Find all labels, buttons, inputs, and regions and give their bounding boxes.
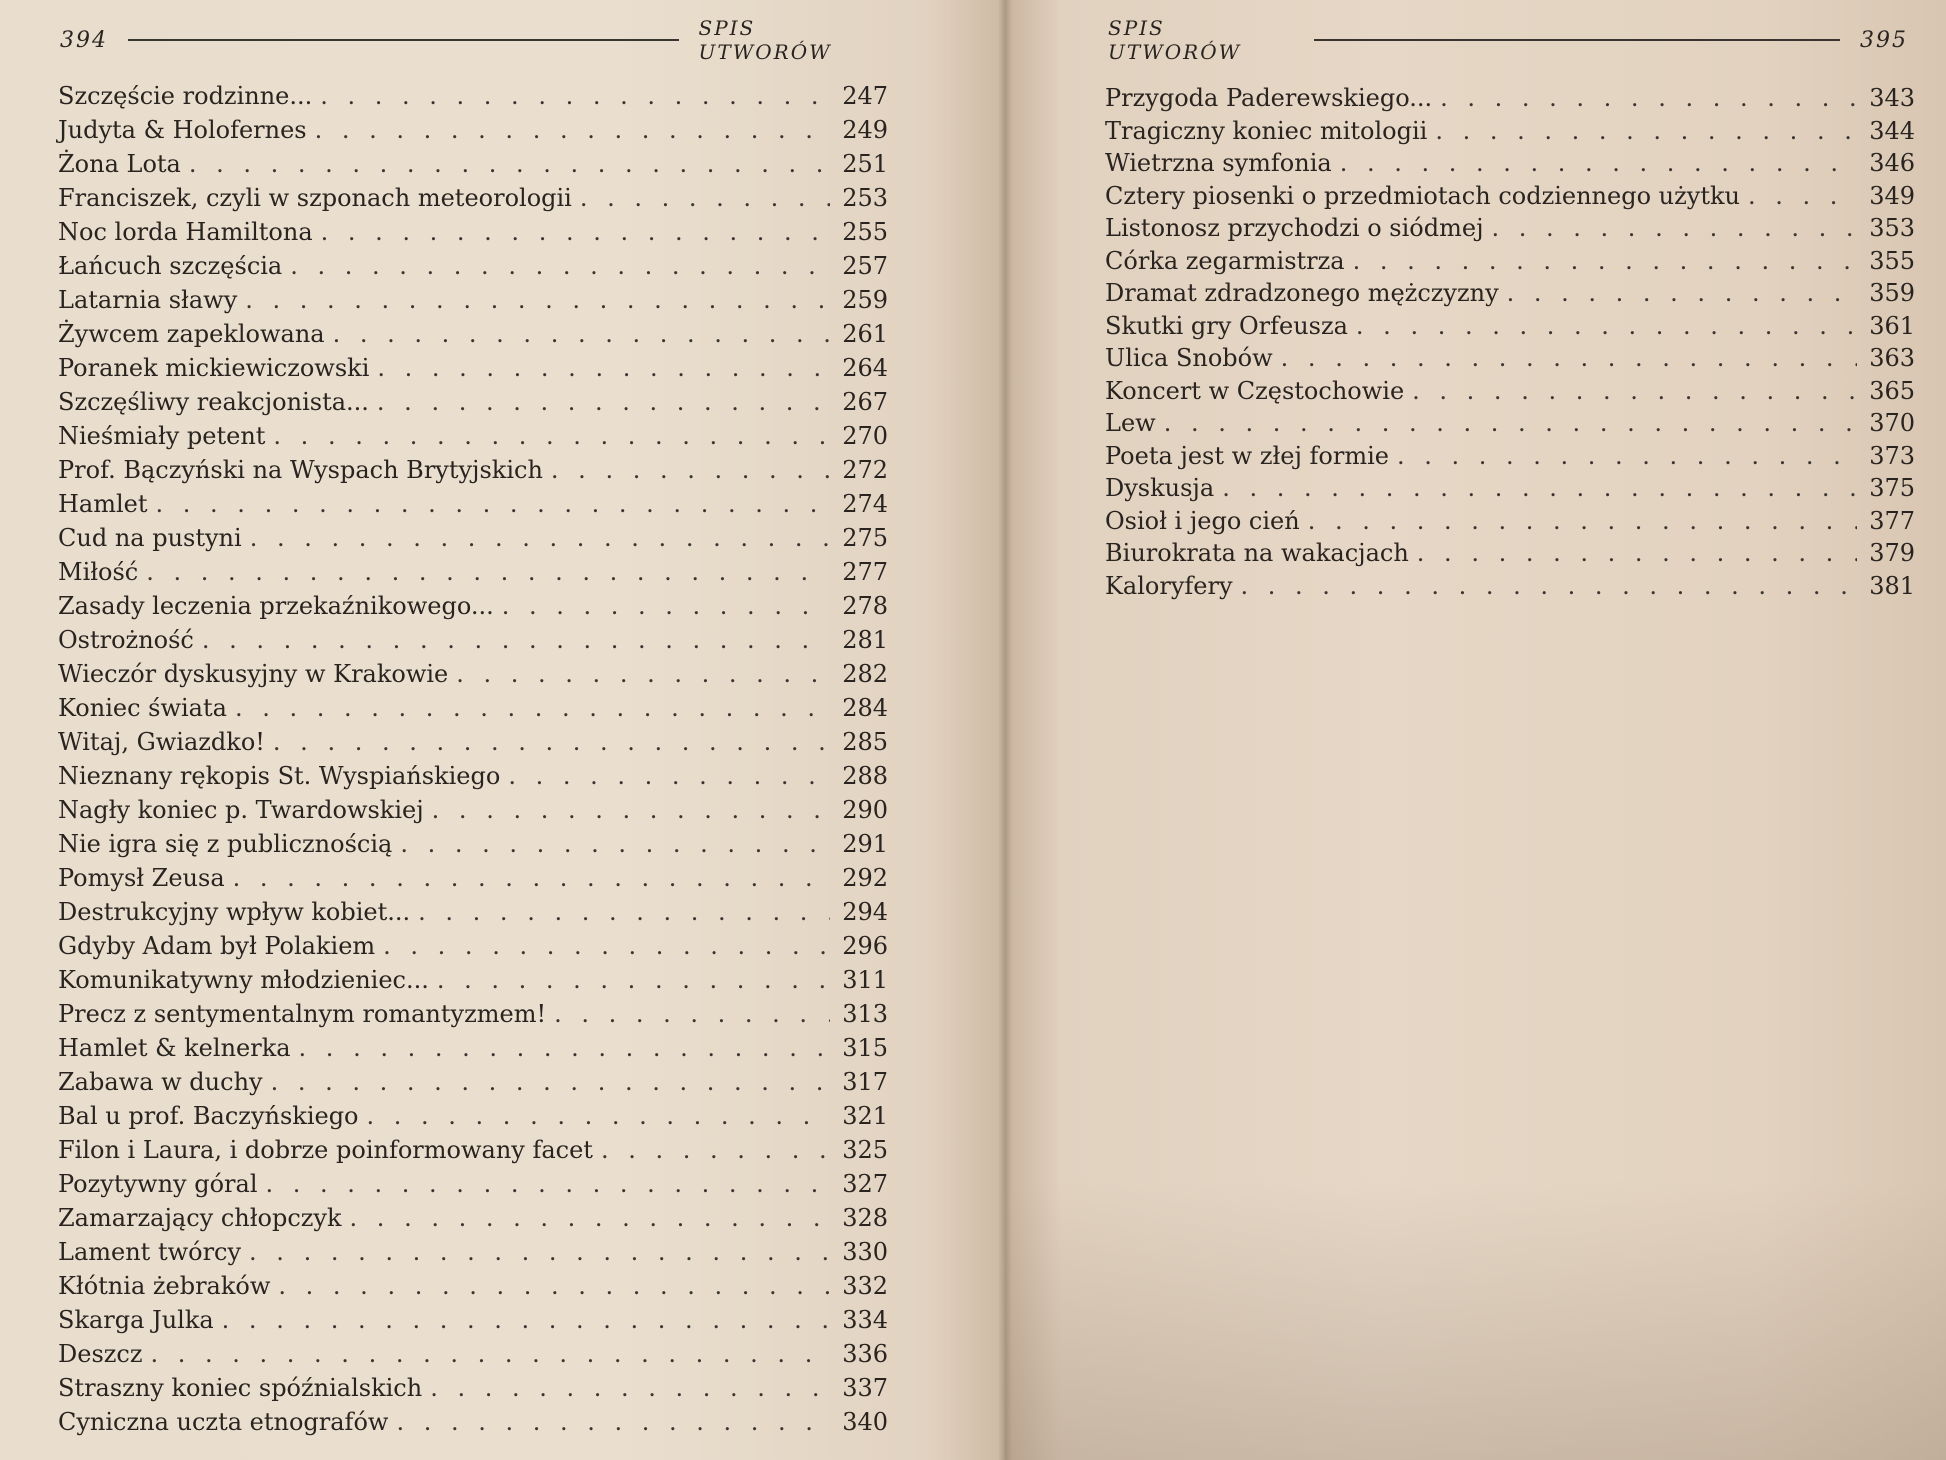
dot-leader [1281, 344, 1857, 372]
toc-entry-title: Nie igra się z publicznością [58, 830, 393, 858]
toc-entry-title: Skutki gry Orfeusza [1105, 311, 1348, 340]
dot-leader [315, 116, 830, 144]
toc-entry-title: Noc lorda Hamiltona [58, 218, 313, 246]
dot-leader [151, 1340, 831, 1368]
toc-entry [58, 1000, 888, 1034]
toc-entry [1105, 247, 1915, 280]
left-page-header [60, 16, 890, 64]
dot-leader [554, 1000, 830, 1028]
dot-leader [233, 864, 830, 892]
toc-entry-title: Nieznany rękopis St. Wyspiańskiego [58, 762, 501, 790]
toc-entry [1105, 84, 1915, 117]
toc-entry [58, 830, 888, 864]
dot-leader [249, 1238, 830, 1266]
toc-entry [58, 286, 888, 320]
toc-entry-title: Koniec świata [58, 694, 227, 722]
dot-leader [273, 422, 830, 450]
toc-entry [58, 218, 888, 252]
toc-entry-page: 363 [1869, 344, 1915, 372]
toc-entry [58, 490, 888, 524]
toc-entry-page: 344 [1869, 116, 1915, 145]
book-gutter [998, 0, 1012, 1460]
toc-entry-title: Szczęśliwy reakcjonista... [58, 388, 369, 416]
toc-entry-page: 281 [842, 626, 888, 654]
toc-entry [58, 1408, 888, 1442]
dot-leader [1417, 539, 1857, 567]
dot-leader [1241, 572, 1857, 600]
toc-entry-page: 278 [842, 592, 888, 620]
toc-entry-page: 267 [842, 388, 888, 416]
toc-entry [58, 1272, 888, 1306]
toc-entry-page: 294 [842, 898, 888, 926]
toc-entry [58, 1068, 888, 1102]
toc-entry [58, 932, 888, 966]
dot-leader [1164, 409, 1857, 437]
toc-entry [1105, 572, 1915, 605]
dot-leader [1356, 312, 1857, 340]
toc-entry-title: Filon i Laura, i dobrze poinformowany facet [58, 1136, 593, 1164]
toc-entry [58, 762, 888, 796]
toc-entry-page: 274 [842, 490, 888, 518]
toc-entry-page: 377 [1869, 506, 1915, 535]
toc-entry [58, 898, 888, 932]
toc-entry [58, 1136, 888, 1170]
toc-entry-page: 313 [842, 1000, 888, 1028]
toc-entry [1105, 149, 1915, 182]
toc-entry-title: Skarga Julka [58, 1306, 214, 1334]
dot-leader [202, 626, 830, 654]
toc-entry [1105, 474, 1915, 507]
toc-entry [58, 626, 888, 660]
toc-entry-title: Pozytywny góral [58, 1170, 258, 1198]
dot-leader [1412, 377, 1857, 405]
toc-entry-page: 317 [842, 1068, 888, 1096]
toc-entry-page: 370 [1869, 409, 1915, 437]
toc-entry-page: 346 [1869, 149, 1915, 177]
toc-entry-title: Córka zegarmistrza [1105, 246, 1345, 275]
right-toc-list [1105, 84, 1915, 604]
dot-leader [350, 1204, 830, 1232]
toc-entry [58, 456, 888, 490]
toc-entry-page: 282 [842, 660, 888, 688]
dot-leader [1507, 279, 1857, 307]
toc-entry-title: Franciszek, czyli w szponach meteorologii [58, 184, 572, 212]
toc-entry-title: Wietrzna symfonia [1105, 149, 1332, 177]
dot-leader [299, 1034, 830, 1062]
toc-entry [58, 796, 888, 830]
toc-entry-title: Ulica Snobów [1105, 344, 1273, 372]
toc-entry-page: 332 [842, 1272, 888, 1300]
toc-entry [58, 82, 888, 116]
toc-entry [58, 150, 888, 184]
toc-entry-title: Łańcuch szczęścia [58, 252, 283, 280]
toc-entry-title: Koncert w Częstochowie [1105, 376, 1405, 405]
toc-entry-title: Tragiczny koniec mitologii [1105, 116, 1428, 145]
dot-leader [156, 490, 830, 518]
toc-entry [58, 728, 888, 762]
toc-entry-title: Witaj, Gwiazdko! [58, 728, 265, 756]
dot-leader [266, 1170, 831, 1198]
dot-leader [321, 218, 830, 246]
toc-entry-title: Osioł i jego cień [1105, 506, 1300, 535]
toc-entry-page: 264 [842, 354, 888, 382]
dot-leader [1340, 149, 1857, 177]
toc-entry-page: 315 [842, 1034, 888, 1062]
toc-entry-title: Deszcz [58, 1340, 143, 1368]
toc-entry-title: Cud na pustyni [58, 524, 242, 552]
dot-leader [250, 524, 830, 552]
toc-entry-page: 353 [1869, 214, 1915, 242]
toc-entry-title: Biurokrata na wakacjach [1105, 539, 1409, 567]
toc-entry [1105, 507, 1915, 540]
toc-entry-title: Dramat zdradzonego mężczyzny [1105, 279, 1499, 307]
toc-entry-title: Prof. Bączyński na Wyspach Brytyjskich [58, 456, 543, 484]
toc-entry-title: Nagły koniec p. Twardowskiej [58, 796, 424, 824]
toc-entry-page: 325 [842, 1136, 888, 1164]
toc-entry [1105, 377, 1915, 410]
dot-leader [1492, 214, 1857, 242]
dot-leader [278, 1272, 830, 1300]
toc-entry [1105, 409, 1915, 442]
toc-entry-page: 259 [842, 286, 888, 314]
toc-entry-page: 340 [842, 1408, 888, 1436]
toc-entry-title: Zamarzający chłopczyk [58, 1204, 342, 1232]
toc-entry-title: Zabawa w duchy [58, 1068, 263, 1096]
toc-entry-page: 292 [842, 864, 888, 892]
right-page-header [1108, 16, 1908, 64]
toc-entry-title: Komunikatywny młodzieniec... [58, 966, 429, 994]
toc-entry-page: 337 [842, 1374, 888, 1402]
toc-entry-title: Lew [1105, 409, 1156, 437]
right-header-title: SPIS UTWORÓW [1108, 16, 1242, 64]
toc-entry [58, 1102, 888, 1136]
toc-entry-page: 373 [1869, 441, 1915, 470]
dot-leader [551, 456, 830, 484]
toc-entry-page: 291 [842, 830, 888, 858]
toc-entry-page: 247 [842, 82, 888, 110]
toc-entry [58, 1034, 888, 1068]
toc-entry-title: Hamlet [58, 490, 148, 518]
dot-leader [367, 1102, 830, 1130]
toc-entry-title: Żona Lota [58, 150, 181, 178]
dot-leader [245, 286, 830, 314]
dot-leader [1397, 442, 1857, 470]
toc-entry [1105, 182, 1915, 215]
toc-entry-page: 321 [842, 1102, 888, 1130]
toc-entry [58, 422, 888, 456]
toc-entry-page: 361 [1869, 311, 1915, 340]
toc-entry-title: Bal u prof. Baczyńskiego [58, 1102, 359, 1130]
toc-entry-page: 284 [842, 694, 888, 722]
dot-leader [502, 592, 830, 620]
toc-entry [58, 116, 888, 150]
toc-entry-page: 255 [842, 218, 888, 246]
dot-leader [418, 898, 830, 926]
toc-entry-page: 334 [842, 1306, 888, 1334]
toc-entry [58, 558, 888, 592]
toc-entry-page: 261 [842, 320, 888, 348]
toc-entry-page: 257 [842, 252, 888, 280]
toc-entry [1105, 279, 1915, 312]
toc-entry [58, 354, 888, 388]
toc-entry-title: Listonosz przychodzi o siódmej [1105, 214, 1484, 242]
toc-entry-title: Pomysł Zeusa [58, 864, 225, 892]
toc-entry [58, 320, 888, 354]
toc-entry-title: Ostrożność [58, 626, 194, 654]
left-toc-list [58, 82, 888, 1442]
toc-entry-page: 272 [842, 456, 888, 484]
toc-entry-title: Wieczór dyskusyjny w Krakowie [58, 660, 449, 688]
toc-entry-title: Latarnia sławy [58, 286, 238, 314]
toc-entry-page: 285 [842, 728, 888, 756]
toc-entry [58, 864, 888, 898]
toc-entry [1105, 539, 1915, 572]
toc-entry-title: Gdyby Adam był Polakiem [58, 932, 376, 960]
dot-leader [273, 728, 830, 756]
dot-leader [456, 660, 830, 688]
toc-entry-title: Dyskusja [1105, 474, 1215, 502]
toc-entry-title: Kłótnia żebraków [58, 1272, 271, 1300]
dot-leader [271, 1068, 830, 1096]
dot-leader [1308, 507, 1857, 535]
toc-entry-title: Destrukcyjny wpływ kobiet... [58, 898, 411, 926]
dot-leader [1748, 182, 1857, 210]
toc-entry-page: 275 [842, 524, 888, 552]
dot-leader [189, 150, 830, 178]
toc-entry-page: 355 [1869, 246, 1915, 275]
toc-entry [58, 1170, 888, 1204]
toc-entry [58, 1238, 888, 1272]
toc-entry-page: 311 [842, 966, 888, 994]
toc-entry-page: 327 [842, 1170, 888, 1198]
toc-entry-page: 330 [842, 1238, 888, 1266]
toc-entry-title: Żywcem zapeklowana [58, 320, 325, 348]
dot-leader [146, 558, 830, 586]
dot-leader [437, 966, 830, 994]
dot-leader [377, 354, 830, 382]
toc-entry-title: Cyniczna uczta etnografów [58, 1408, 389, 1436]
toc-entry-title: Kaloryfery [1105, 571, 1233, 600]
toc-entry-page: 381 [1869, 571, 1915, 600]
toc-entry-page: 343 [1869, 84, 1915, 112]
dot-leader [396, 1408, 830, 1436]
toc-entry-page: 365 [1869, 376, 1915, 405]
dot-leader [1435, 117, 1857, 145]
toc-entry-title: Poranek mickiewiczowski [58, 354, 370, 382]
toc-entry [1105, 214, 1915, 247]
dot-leader [235, 694, 830, 722]
dot-leader [377, 388, 830, 416]
dot-leader [580, 184, 830, 212]
toc-entry [1105, 117, 1915, 150]
toc-entry-page: 379 [1869, 539, 1915, 567]
toc-entry-title: Szczęście rodzinne... [58, 82, 313, 110]
toc-entry-page: 288 [842, 762, 888, 790]
header-rule [1314, 39, 1840, 41]
dot-leader [222, 1306, 830, 1334]
toc-entry-page: 375 [1869, 474, 1915, 502]
toc-entry [1105, 312, 1915, 345]
dot-leader [333, 320, 830, 348]
left-header-title: SPIS UTWORÓW [698, 16, 832, 64]
toc-entry [1105, 442, 1915, 475]
toc-entry-title: Cztery piosenki o przedmiotach codziennego użytku [1105, 181, 1740, 210]
toc-entry [58, 388, 888, 422]
toc-entry [58, 184, 888, 218]
left-page-number: 394 [60, 27, 108, 53]
toc-entry-title: Precz z sentymentalnym romantyzmem! [58, 1000, 547, 1028]
dot-leader [430, 1374, 830, 1402]
toc-entry-title: Zasady leczenia przekaźnikowego... [58, 592, 494, 620]
toc-entry-page: 277 [842, 558, 888, 586]
header-rule [128, 39, 679, 41]
dot-leader [432, 796, 830, 824]
toc-entry [58, 660, 888, 694]
toc-entry-title: Hamlet & kelnerka [58, 1034, 291, 1062]
toc-entry [58, 1340, 888, 1374]
dot-leader [383, 932, 830, 960]
toc-entry-page: 296 [842, 932, 888, 960]
toc-entry-title: Poeta jest w złej formie [1105, 441, 1389, 470]
toc-entry-page: 249 [842, 116, 888, 144]
toc-entry [58, 1374, 888, 1408]
toc-entry-page: 270 [842, 422, 888, 450]
dot-leader [400, 830, 830, 858]
toc-entry [58, 1306, 888, 1340]
dot-leader [320, 82, 830, 110]
toc-entry-title: Nieśmiały petent [58, 422, 266, 450]
toc-entry-title: Lament twórcy [58, 1238, 242, 1266]
toc-entry-page: 253 [842, 184, 888, 212]
dot-leader [1440, 84, 1857, 112]
toc-entry-title: Judyta & Holofernes [58, 116, 307, 144]
toc-entry-page: 359 [1869, 279, 1915, 307]
right-page-number: 395 [1860, 27, 1908, 53]
toc-entry-page: 328 [842, 1204, 888, 1232]
toc-entry-page: 336 [842, 1340, 888, 1368]
toc-entry [58, 524, 888, 558]
toc-entry-page: 290 [842, 796, 888, 824]
dot-leader [601, 1136, 830, 1164]
toc-entry-title: Przygoda Paderewskiego... [1105, 84, 1433, 112]
dot-leader [1353, 247, 1857, 275]
toc-entry [58, 252, 888, 286]
dot-leader [508, 762, 830, 790]
toc-entry-title: Miłość [58, 558, 139, 586]
toc-entry [58, 694, 888, 728]
toc-entry-title: Straszny koniec spóźnialskich [58, 1374, 423, 1402]
toc-entry [58, 592, 888, 626]
toc-entry [58, 966, 888, 1000]
toc-entry-page: 349 [1869, 181, 1915, 210]
dot-leader [1222, 474, 1857, 502]
toc-entry [58, 1204, 888, 1238]
dot-leader [290, 252, 830, 280]
toc-entry-page: 251 [842, 150, 888, 178]
toc-entry [1105, 344, 1915, 377]
